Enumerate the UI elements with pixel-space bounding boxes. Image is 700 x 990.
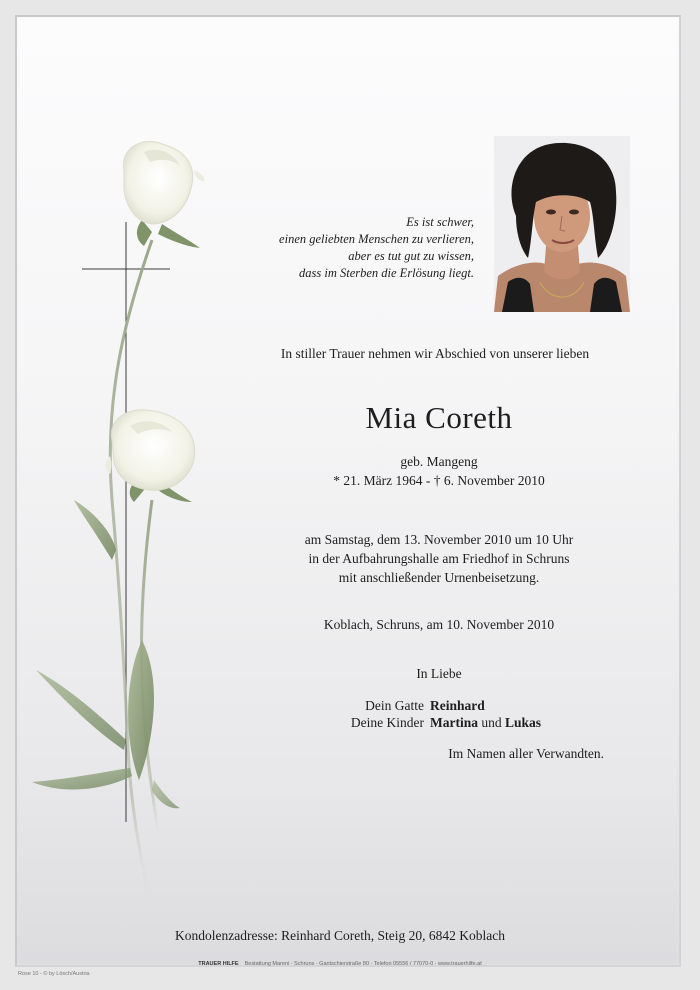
leaf: [32, 768, 132, 790]
leaf: [74, 500, 116, 560]
service-line: am Samstag, dem 13. November 2010 um 10 Uhr: [304, 532, 574, 547]
spouse-row: [300, 697, 600, 714]
life-dates: * 21. März 1964 - † 6. November 2010: [333, 473, 545, 488]
middle-rose: [106, 410, 195, 490]
footer-brand: TRAUER HILFE: [198, 961, 239, 967]
place-and-date: Koblach, Schruns, am 10. November 2010: [323, 617, 555, 632]
child-name: Martina: [430, 715, 478, 730]
condolence-address: Kondolenzadresse: Reinhard Coreth, Steig 20, 6842 Koblach: [175, 928, 505, 943]
service-details: [230, 530, 648, 587]
service-line: in der Aufbahrungshalle am Friedhof in Schruns: [308, 551, 570, 566]
children-names: [430, 714, 541, 731]
leaf: [128, 640, 154, 780]
leaf: [152, 780, 180, 808]
farewell-intro: In stiller Trauer nehmen wir Abschied von unserer lieben: [280, 346, 590, 361]
in-love-heading: In Liebe: [416, 666, 462, 681]
leaf: [36, 670, 126, 750]
quote-line: Es ist schwer,: [406, 215, 474, 229]
spouse-name: Reinhard: [430, 698, 485, 713]
conjunction: und: [481, 715, 502, 730]
quote-line: einen geliebten Menschen zu verlieren,: [279, 232, 474, 246]
children-role: Deine Kinder: [350, 715, 424, 730]
top-rose: [124, 142, 205, 224]
image-credit: Rose 10 - © by Lösch/Austria: [18, 971, 90, 977]
funeral-home-footer: [0, 961, 680, 967]
quote-line: aber es tut gut zu wissen,: [348, 249, 474, 263]
maiden-name: geb. Mangeng: [400, 454, 478, 469]
portrait-photo: [494, 136, 630, 312]
children-row: [300, 714, 600, 731]
birth-death-info: [230, 452, 648, 490]
relatives-line: Im Namen aller Verwandten.: [448, 746, 604, 761]
footer-text: Bestattung Mareni · Schruns · Gantschierstraße 80 · Telefon 05556 / 77070-0 · www.trauerhilfe.at: [244, 961, 482, 967]
deceased-name: Mia Coreth: [365, 400, 513, 435]
service-line: mit anschließender Urnenbeisetzung.: [338, 570, 540, 585]
child-name: Lukas: [505, 715, 542, 730]
mourners-list: [300, 697, 600, 731]
spouse-role: Dein Gatte: [365, 698, 424, 713]
memorial-quote: [154, 214, 474, 282]
quote-line: dass im Sterben die Erlösung liegt.: [299, 266, 474, 280]
portrait-image: [494, 136, 630, 312]
